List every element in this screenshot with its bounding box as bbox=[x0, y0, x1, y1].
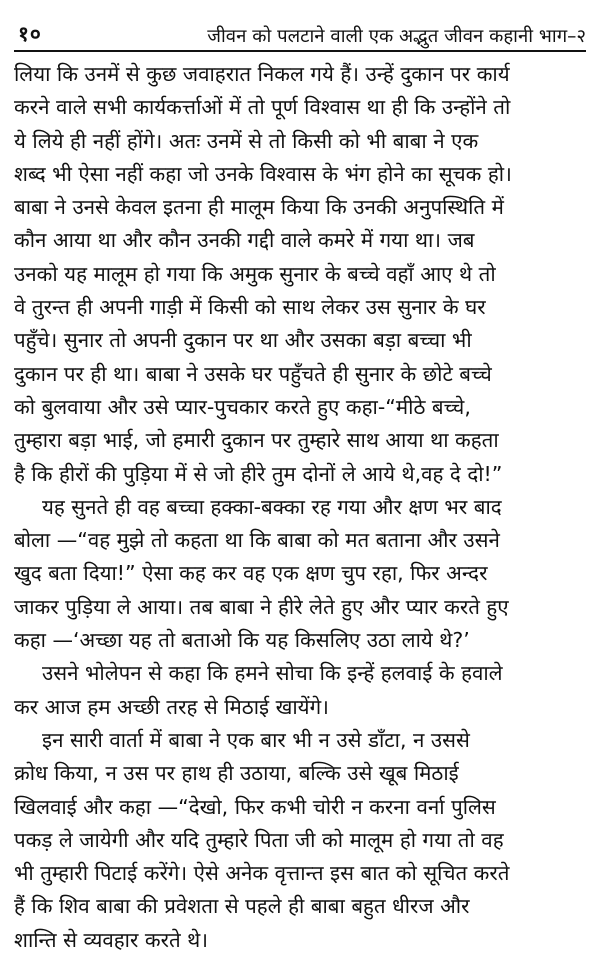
text-line: ये लिये ही नहीं होंगे। अतः उनमें से तो किसी को भी बाबा ने एक bbox=[14, 128, 479, 153]
header-rule bbox=[14, 50, 586, 52]
text-line: पकड़ ले जायेगी और यदि तुम्हारे पिता जी को मालूम हो गया तो वह bbox=[14, 827, 504, 852]
page-body bbox=[14, 58, 586, 957]
text-line: खिलवाई और कहा —“देखो, फिर कभी चोरी न करना वर्ना पुलिस bbox=[14, 794, 496, 819]
text-line: कहा —‘अच्छा यह तो बताओ कि यह किसलिए उठा लाये थे?’ bbox=[14, 628, 470, 653]
text-line: को बुलवाया और उसे प्यार-पुचकार करते हुए कहा-“मीठे बच्चे, bbox=[14, 394, 471, 419]
text-line: क्रोध किया, न उस पर हाथ ही उठाया, बल्कि उसे खूब मिठाई bbox=[14, 761, 459, 786]
text-line: हैं कि शिव बाबा की प्रवेशता से पहले ही बाबा बहुत धीरज और bbox=[14, 894, 470, 919]
text-line: लिया कि उनमें से कुछ जवाहरात निकल गये हैं। उन्हें दुकान पर कार्य bbox=[14, 62, 510, 86]
text-line: उनको यह मालूम हो गया कि अमुक सुनार के बच्चे वहाँ आए थे तो bbox=[14, 261, 496, 286]
text-line: वे तुरन्त ही अपनी गाड़ी में किसी को साथ लेकर उस सुनार के घर bbox=[14, 295, 486, 320]
text-line: कर आज हम अच्छी तरह से मिठाई खायेंगे। bbox=[14, 694, 329, 719]
text-line: भी तुम्हारी पिटाई करेंगे। ऐसे अनेक वृत्तान्त इस बात को सूचित करते bbox=[14, 861, 510, 886]
text-line: कौन आया था और कौन उनकी गद्दी वाले कमरे में गया था। जब bbox=[14, 228, 475, 253]
text-line: करने वाले सभी कार्यकर्त्ताओं में तो पूर्ण विश्वास था ही कि उन्होंने तो bbox=[14, 95, 511, 120]
paragraph-start-line: इन सारी वार्ता में बाबा ने एक बार भी न उसे डाँटा, न उससे bbox=[42, 727, 470, 752]
paragraph-start-line: यह सुनते ही वह बच्चा हक्का-बक्का रह गया और क्षण भर बाद bbox=[42, 494, 502, 519]
running-title: जीवन को पलटाने वाली एक अद्भुत जीवन कहानी भाग–२ bbox=[207, 26, 586, 47]
text-line: खुद बता दिया!” ऐसा कह कर वह एक क्षण चुप रहा, फिर अन्दर bbox=[14, 561, 488, 586]
text-line: जाकर पुड़िया ले आया। तब बाबा ने हीरे लेते हुए और प्यार करते हुए bbox=[14, 594, 509, 619]
text-line: बाबा ने उनसे केवल इतना ही मालूम किया कि उनकी अनुपस्थिति में bbox=[14, 195, 504, 220]
text-line: पहुँचे। सुनार तो अपनी दुकान पर था और उसका बड़ा बच्चा भी bbox=[14, 328, 472, 353]
text-line: शब्द भी ऐसा नहीं कहा जो उनके विश्वास के भंग होने का सूचक हो। bbox=[14, 161, 512, 186]
paragraph-start-line: उसने भोलेपन से कहा कि हमने सोचा कि इन्हें हलवाई के हवाले bbox=[42, 661, 503, 686]
page-number: १० bbox=[18, 22, 42, 46]
text-line: तुम्हारा बड़ा भाई, जो हमारी दुकान पर तुम्हारे साथ आया था कहता bbox=[14, 428, 499, 453]
text-line: दुकान पर ही था। बाबा ने उसके घर पहुँचते ही सुनार के छोटे बच्चे bbox=[14, 361, 492, 386]
text-line: है कि हीरों की पुड़िया में से जो हीरे तुम दोनों ले आये थे,वह दे दो!” bbox=[14, 461, 503, 486]
text-line: बोला —“वह मुझे तो कहता था कि बाबा को मत बताना और उसने bbox=[14, 528, 500, 553]
page-header bbox=[18, 14, 586, 48]
text-line: शान्ति से व्यवहार करते थे। bbox=[14, 927, 209, 952]
